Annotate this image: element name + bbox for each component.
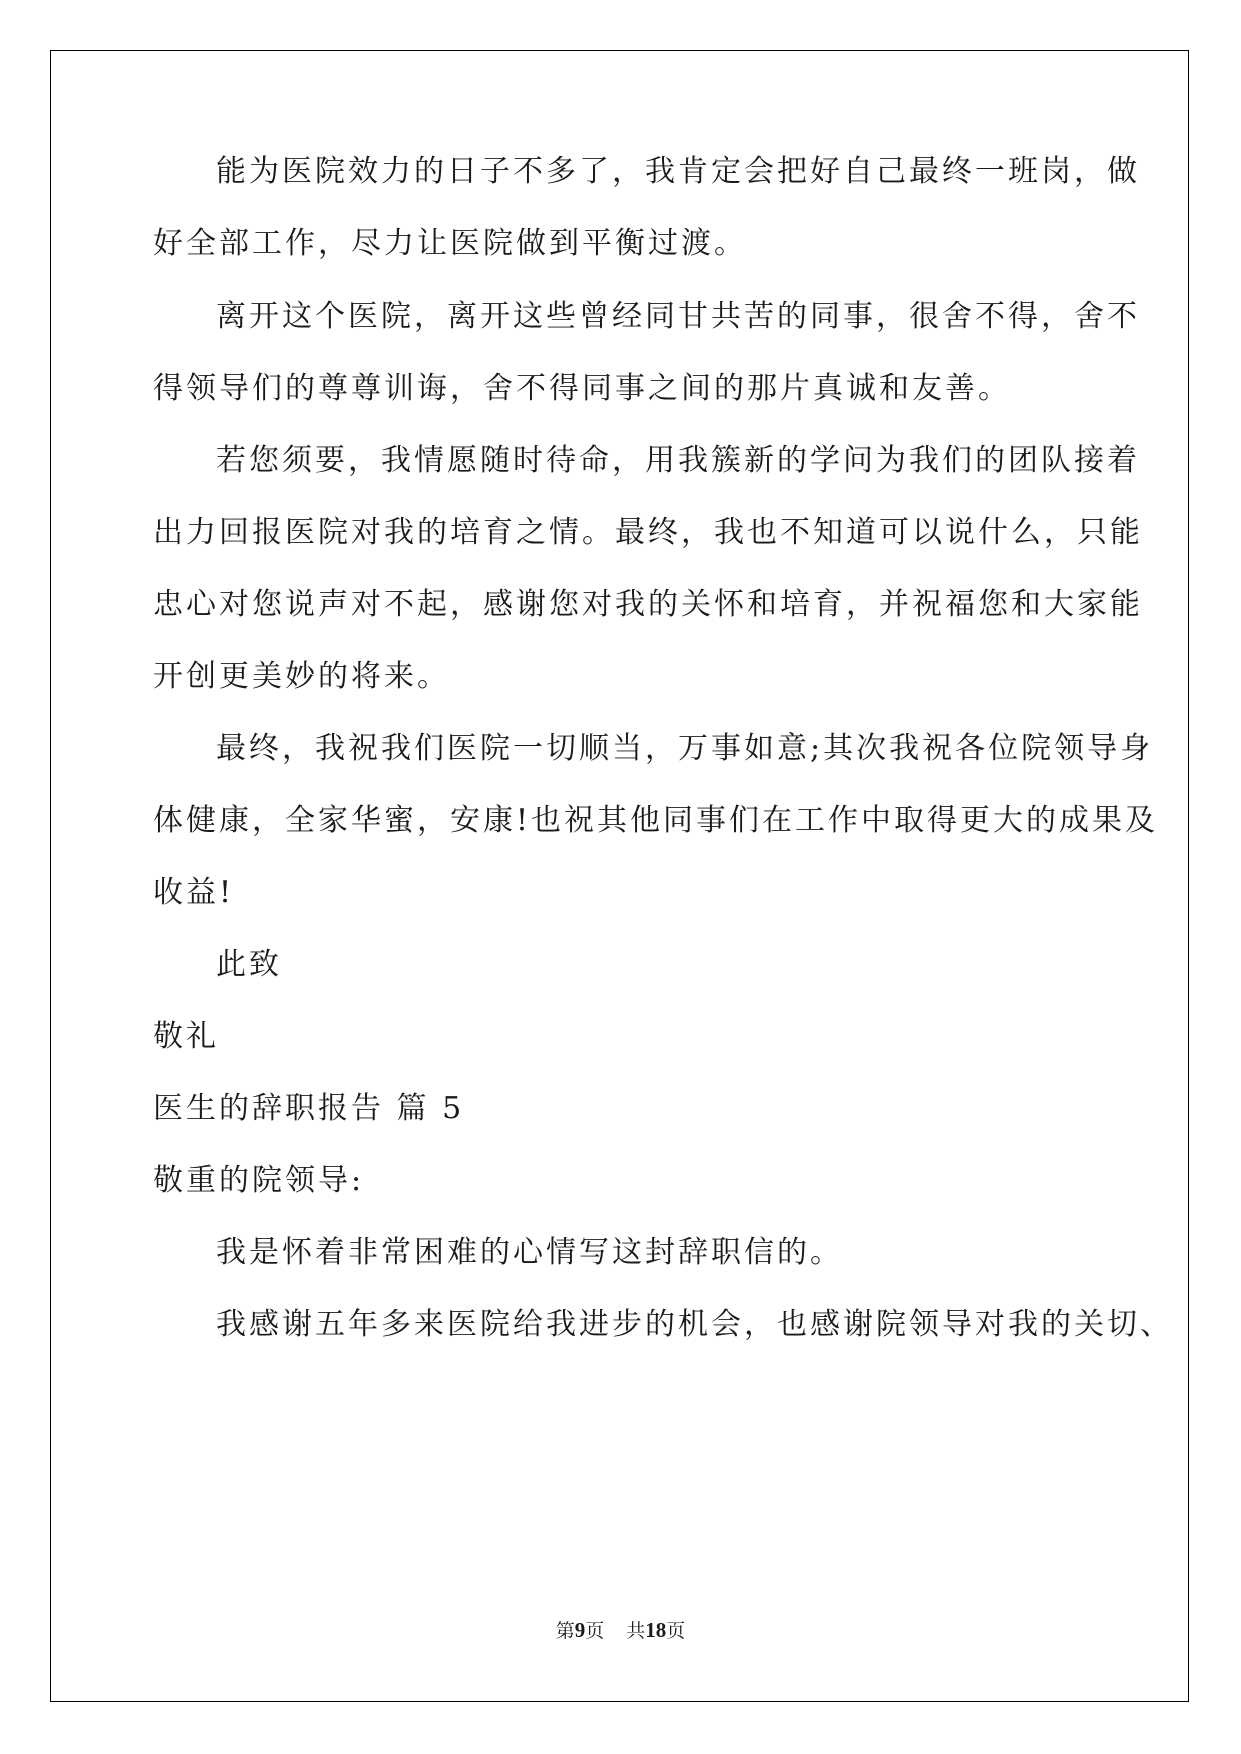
paragraph-line: 好全部工作，尽力让医院做到平衡过渡。: [153, 226, 747, 261]
paragraph-line: 最终，我祝我们医院一切顺当，万事如意;其次我祝各位院领导身: [216, 731, 1154, 766]
closing-salutation: 此致: [216, 947, 282, 982]
paragraph-line: 收益!: [153, 875, 235, 910]
paragraph-line: 忠心对您说声对不起，感谢您对我的关怀和培育，并祝福您和大家能: [153, 587, 1143, 622]
paragraph-line: 若您须要，我情愿随时待命，用我簇新的学问为我们的团队接着: [216, 443, 1140, 478]
paragraph-line: 能为医院效力的日子不多了，我肯定会把好自己最终一班岗，做: [216, 154, 1140, 189]
page-number: 9: [574, 1618, 586, 1642]
paragraph-line: 我感谢五年多来医院给我进步的机会，也感谢院领导对我的关切、: [216, 1307, 1173, 1342]
total-label-prefix: 共: [626, 1620, 646, 1642]
letter-greeting: 敬重的院领导:: [153, 1163, 365, 1198]
paragraph-line: 得领导们的尊尊训诲，舍不得同事之间的那片真诚和友善。: [153, 371, 1011, 406]
paragraph-line: 开创更美妙的将来。: [153, 659, 450, 694]
section-heading: 医生的辞职报告 篇 5: [153, 1091, 465, 1126]
paragraph-line: 出力回报医院对我的培育之情。最终，我也不知道可以说什么，只能: [153, 515, 1143, 550]
page-label-suffix: 页: [585, 1620, 605, 1642]
closing-regards: 敬礼: [153, 1019, 219, 1054]
page-footer: [0, 1618, 1241, 1643]
paragraph-line: 我是怀着非常困难的心情写这封辞职信的。: [216, 1235, 843, 1270]
paragraph-line: 离开这个医院，离开这些曾经同甘共苦的同事，很舍不得，舍不: [216, 299, 1140, 334]
paragraph-line: 体健康，全家华蜜，安康!也祝其他同事们在工作中取得更大的成果及: [153, 803, 1159, 838]
total-pages: 18: [645, 1618, 667, 1642]
total-label-suffix: 页: [666, 1620, 686, 1642]
page-label-prefix: 第: [555, 1620, 575, 1642]
